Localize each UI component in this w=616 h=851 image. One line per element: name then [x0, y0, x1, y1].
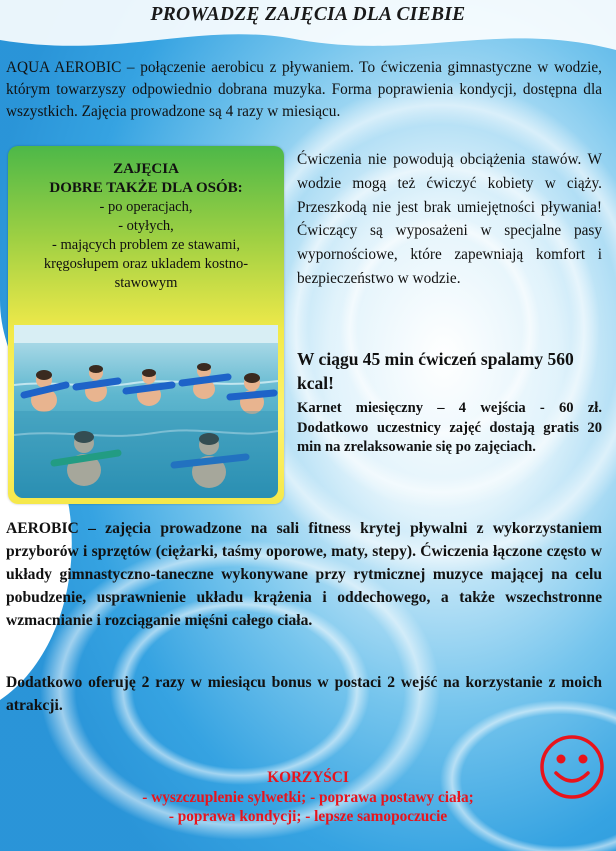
kcal-highlight: W ciągu 45 min ćwiczeń spalamy 560 kcal! — [297, 349, 574, 393]
info-box-item: stawowym — [114, 275, 178, 291]
info-box-heading-1: ZAJĘCIA — [113, 161, 179, 177]
benefits-section — [0, 768, 616, 827]
aerobic-paragraph: AEROBIC – zajęcia prowadzone na sali fitness krytej pływalni z wykorzystaniem przyborów i sprzętów (ciężarki, taśmy oporowe, maty, stepy). Ćwiczenia łączone często w układy gimnastyczno-taneczne wykonywane przy rytmicznej muzyce mającej na celu pobudzenie, usprawnienie układu krążenia i oddechowego, a także wszechstronne wzmacnianie i rozciąganie mięśni całego ciała. — [6, 520, 602, 629]
info-box-item: - otyłych, — [118, 218, 174, 234]
aqua-aerobic-paragraph: AQUA AEROBIC – połączenie aerobicu z pływaniem. To ćwiczenia gimnastyczne w wodzie, którym towarzyszy odpowiednio dobrana muzyka. Forma poprawienia kondycji, dostępna dla wszystkich. Zajęcia prowadzone są 4 razy w miesiącu. — [6, 59, 602, 120]
info-box-item: kręgosłupem oraz ukladem kostno- — [43, 256, 249, 272]
info-box-item: - po operacjach, — [99, 199, 193, 215]
info-box-item: - mających problem ze stawami, — [51, 237, 241, 253]
benefits-line: - wyszczuplenie sylwetki; - poprawa postawy ciała; — [142, 788, 474, 806]
karnet-paragraph: Karnet miesięczny – 4 wejścia - 60 zł. Dodatkowo uczestnicy zajęć dostają gratis 20 min na zrelaksowanie się po zajęciach. — [297, 400, 602, 455]
aqua-aerobic-photo — [14, 325, 278, 498]
info-box-text — [8, 160, 284, 293]
info-box-heading-2: DOBRE TAKŻE DLA OSÓB: — [49, 180, 243, 196]
bonus-paragraph: Dodatkowo oferuję 2 razy w miesiącu bonus w postaci 2 wejść na korzystanie z moich atrakcji. — [6, 674, 602, 714]
info-box — [8, 146, 284, 504]
benefits-line: - poprawa kondycji; - lepsze samopoczucie — [168, 808, 448, 825]
exercise-paragraph: Ćwiczenia nie powodują obciążenia stawów. W wodzie mogą też ćwiczyć kobiety w ciąży. Przeszkodą nie jest brak umiejętności pływania! Ćwiczący są wyposażeni w specjalne pasy wypornościowe, które zapewniają komfort i bezpieczeństwo w wodzie. — [297, 151, 602, 287]
page-title: PROWADZĘ ZAJĘCIA DLA CIEBIE — [150, 4, 466, 25]
benefits-heading: KORZYŚCI — [267, 769, 349, 786]
